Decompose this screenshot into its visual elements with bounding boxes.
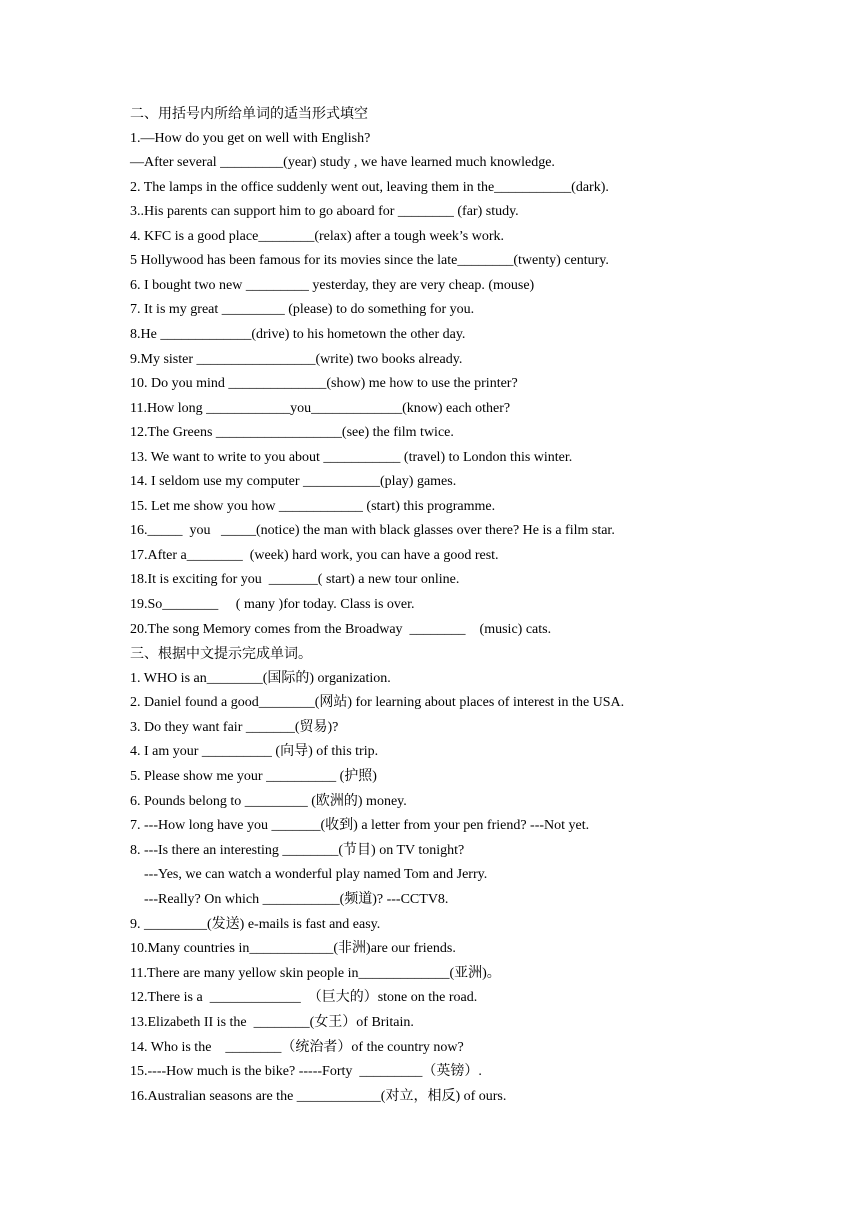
s2-line-3: 2. The lamps in the office suddenly went out, leaving them in the___________(dark). bbox=[130, 179, 609, 195]
s2-line-8: 7. It is my great _________ (please) to do something for you. bbox=[130, 302, 475, 318]
s2-line-4: 3..His parents can support him to go aboard for ________ (far) study. bbox=[130, 204, 519, 220]
s3-line-8: 8. ---Is there an interesting ________(节目) on TV tonight? bbox=[130, 842, 465, 858]
s3-line-4: 4. I am your __________ (向导) of this trip. bbox=[130, 744, 379, 760]
s2-line-9: 8.He _____________(drive) to his hometown the other day. bbox=[130, 326, 466, 342]
s3-line-13: 11.There are many yellow skin people in_____________(亚洲)。 bbox=[130, 965, 501, 981]
section-3 bbox=[130, 642, 830, 1109]
section-2 bbox=[130, 102, 830, 642]
s3-line-14: 12.There is a _____________ （巨大的）stone on the road. bbox=[130, 990, 478, 1006]
s2-line-6: 5 Hollywood has been famous for its movies since the late________(twenty) century. bbox=[130, 253, 609, 269]
s2-line-14: 13. We want to write to you about ___________ (travel) to London this winter. bbox=[130, 449, 573, 465]
s2-line-1: 1.—How do you get on well with English? bbox=[130, 130, 371, 146]
s2-line-15: 14. I seldom use my computer ___________(play) games. bbox=[130, 474, 457, 490]
s2-line-20: 19.So________ ( many )for today. Class is over. bbox=[130, 596, 415, 612]
s2-line-7: 6. I bought two new _________ yesterday, they are very cheap. (mouse) bbox=[130, 277, 535, 293]
s2-line-5: 4. KFC is a good place________(relax) after a tough week’s work. bbox=[130, 228, 505, 244]
s3-line-15: 13.Elizabeth II is the ________(女王）of Britain. bbox=[130, 1014, 414, 1030]
s2-line-17: 16._____ you _____(notice) the man with black glasses over there? He is a film star. bbox=[130, 523, 615, 539]
s3-line-11: 9. _________(发送) e-mails is fast and easy. bbox=[130, 916, 381, 932]
s3-line-3: 3. Do they want fair _______(贸易)? bbox=[130, 719, 339, 735]
s3-line-12: 10.Many countries in____________(非洲)are our friends. bbox=[130, 941, 456, 957]
worksheet-content bbox=[130, 102, 830, 1109]
s3-line-7: 7. ---How long have you _______(收到) a letter from your pen friend? ---Not yet. bbox=[130, 818, 590, 834]
section-2-heading: 二、用括号内所给单词的适当形式填空 bbox=[130, 106, 368, 122]
s3-line-2: 2. Daniel found a good________(网站) for learning about places of interest in the USA. bbox=[130, 695, 625, 711]
s2-line-11: 10. Do you mind ______________(show) me how to use the printer? bbox=[130, 376, 518, 392]
s2-line-18: 17.After a________ (week) hard work, you can have a good rest. bbox=[130, 547, 499, 563]
s2-line-19: 18.It is exciting for you _______( start) a new tour online. bbox=[130, 572, 460, 588]
s3-line-1: 1. WHO is an________(国际的) organization. bbox=[130, 670, 391, 686]
s2-line-12: 11.How long ____________you_____________(know) each other? bbox=[130, 400, 511, 416]
s2-line-13: 12.The Greens __________________(see) the film twice. bbox=[130, 425, 454, 441]
s3-line-18: 16.Australian seasons are the ____________(对立，相反) of ours. bbox=[130, 1088, 507, 1104]
s3-line-10: ---Really? On which ___________(频道)? ---CCTV8. bbox=[130, 892, 449, 908]
section-3-heading: 三、根据中文提示完成单词。 bbox=[130, 646, 312, 663]
s3-line-17: 15.----How much is the bike? -----Forty _________（英镑）. bbox=[130, 1064, 482, 1080]
s3-line-6: 6. Pounds belong to _________ (欧洲的) money. bbox=[130, 793, 407, 809]
s2-line-21: 20.The song Memory comes from the Broadway ________ (music) cats. bbox=[130, 621, 552, 637]
s3-line-9: ---Yes, we can watch a wonderful play named Tom and Jerry. bbox=[130, 867, 488, 883]
s3-line-16: 14. Who is the ________（统治者）of the country now? bbox=[130, 1039, 464, 1055]
s3-line-5: 5. Please show me your __________ (护照) bbox=[130, 769, 377, 785]
s2-line-10: 9.My sister _________________(write) two books already. bbox=[130, 351, 463, 367]
s2-line-16: 15. Let me show you how ____________ (start) this programme. bbox=[130, 498, 496, 514]
s2-line-2: —After several _________(year) study , we have learned much knowledge. bbox=[130, 155, 555, 171]
